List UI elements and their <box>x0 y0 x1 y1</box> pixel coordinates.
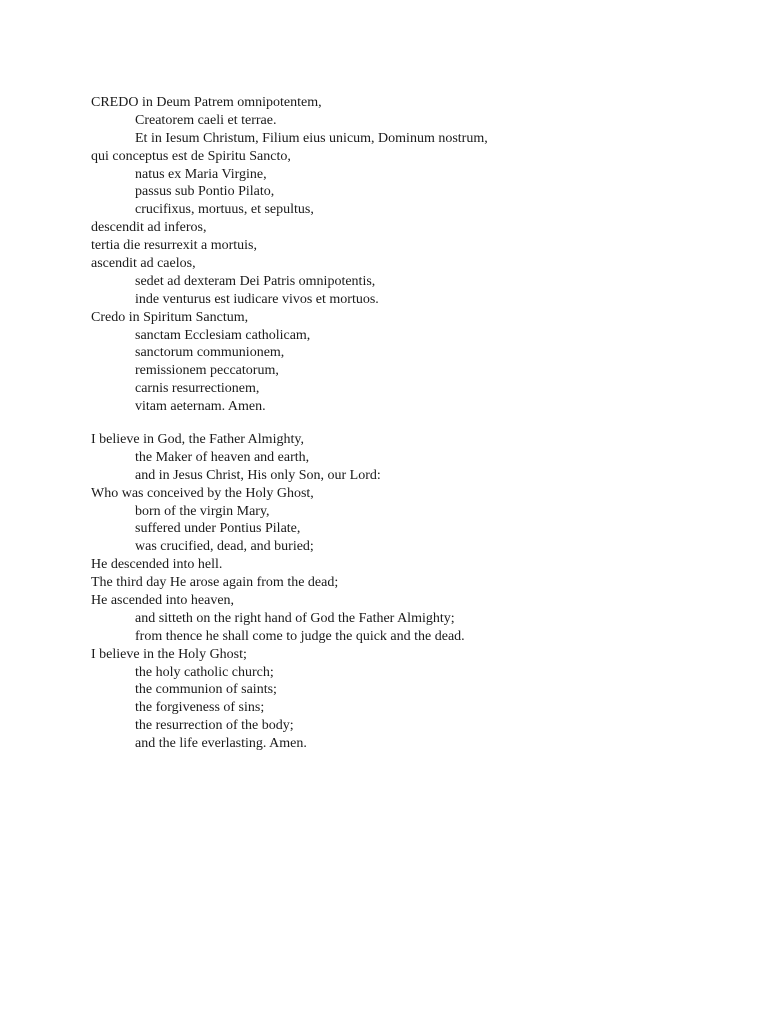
english-line: and in Jesus Christ, His only Son, our Lord: <box>135 467 381 483</box>
english-line: and sitteth on the right hand of God the Father Almighty; <box>135 610 455 626</box>
latin-line: Credo in Spiritum Sanctum, <box>91 309 249 325</box>
latin-line: CREDO in Deum Patrem omnipotentem, <box>91 95 322 110</box>
english-line: He ascended into heaven, <box>91 593 235 609</box>
english-line: born of the virgin Mary, <box>135 503 270 519</box>
latin-line: sanctorum communionem, <box>135 345 285 361</box>
latin-creed-text <box>91 94 731 416</box>
latin-line: descendit ad inferos, <box>91 220 207 236</box>
latin-line: remissionem peccatorum, <box>135 363 279 379</box>
english-line: suffered under Pontius Pilate, <box>135 521 301 537</box>
latin-line: natus ex Maria Virgine, <box>135 166 267 182</box>
english-line: from thence he shall come to judge the quick and the dead. <box>135 628 465 644</box>
english-line: the Maker of heaven and earth, <box>135 449 310 465</box>
latin-line: passus sub Pontio Pilato, <box>135 184 275 200</box>
english-line: I believe in the Holy Ghost; <box>91 646 247 662</box>
latin-line: sanctam Ecclesiam catholicam, <box>135 327 311 343</box>
latin-line: vitam aeternam. Amen. <box>135 399 266 415</box>
english-line: and the life everlasting. Amen. <box>135 736 307 752</box>
latin-line: carnis resurrectionem, <box>135 381 260 397</box>
english-line: the forgiveness of sins; <box>135 700 265 716</box>
latin-line: sedet ad dexteram Dei Patris omnipotentis, <box>135 273 376 289</box>
english-line: I believe in God, the Father Almighty, <box>91 432 304 447</box>
english-creed-text <box>91 431 731 753</box>
english-line: The third day He arose again from the dead; <box>91 575 339 591</box>
latin-line: Et in Iesum Christum, Filium eius unicum, Dominum nostrum, <box>135 130 488 146</box>
english-line: the resurrection of the body; <box>135 718 294 734</box>
latin-line: qui conceptus est de Spiritu Sancto, <box>91 148 291 164</box>
english-line: was crucified, dead, and buried; <box>135 539 314 555</box>
english-line: Who was conceived by the Holy Ghost, <box>91 485 314 501</box>
latin-line: tertia die resurrexit a mortuis, <box>91 238 257 254</box>
latin-line: ascendit ad caelos, <box>91 256 196 272</box>
english-line: the communion of saints; <box>135 682 277 698</box>
latin-line: inde venturus est iudicare vivos et mortuos. <box>135 291 379 307</box>
english-line: He descended into hell. <box>91 557 223 573</box>
latin-line: crucifixus, mortuus, et sepultus, <box>135 202 314 218</box>
english-line: the holy catholic church; <box>135 664 274 680</box>
latin-line: Creatorem caeli et terrae. <box>135 112 277 128</box>
